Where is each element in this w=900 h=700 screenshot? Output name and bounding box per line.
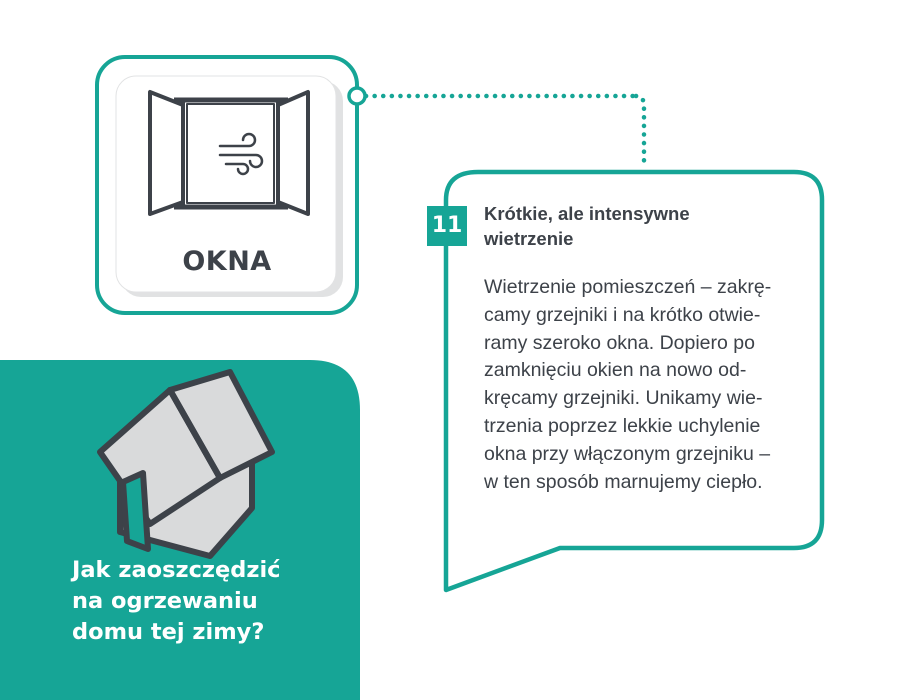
connector-node	[349, 88, 365, 104]
tip-body-line: Wietrzenie pomieszczeń – zakrę-	[484, 276, 772, 298]
tip-body	[484, 274, 844, 496]
tip-body-line: ramy szeroko okna. Dopiero po	[484, 331, 755, 354]
tip-body-line: zamknięciu okien na nowo od-	[484, 359, 747, 382]
tip-title: Krótkie, ale intensywne wietrzenie	[484, 203, 690, 249]
question-line: Jak zaoszczędzić	[72, 557, 281, 583]
question-line: na ogrzewaniu	[72, 588, 258, 614]
tip-body-line: kręcamy grzejniki. Unikamy wie-	[484, 387, 763, 410]
tip-body-line: w ten sposób marnujemy ciepło.	[484, 470, 763, 493]
side-panel-question	[72, 555, 322, 648]
category-label: OKNA	[182, 246, 272, 277]
tip-body-line: trzenia poprzez lekkie uchylenie	[484, 414, 761, 437]
question-line: domu tej zimy?	[72, 619, 265, 645]
tip-body-line: camy grzejniki i na krótko otwie-	[484, 303, 761, 326]
tip-body-line: okna przy włączonym grzejniku –	[484, 442, 771, 465]
dotted-connector	[349, 88, 644, 166]
tip-number-badge: 11	[427, 206, 467, 246]
